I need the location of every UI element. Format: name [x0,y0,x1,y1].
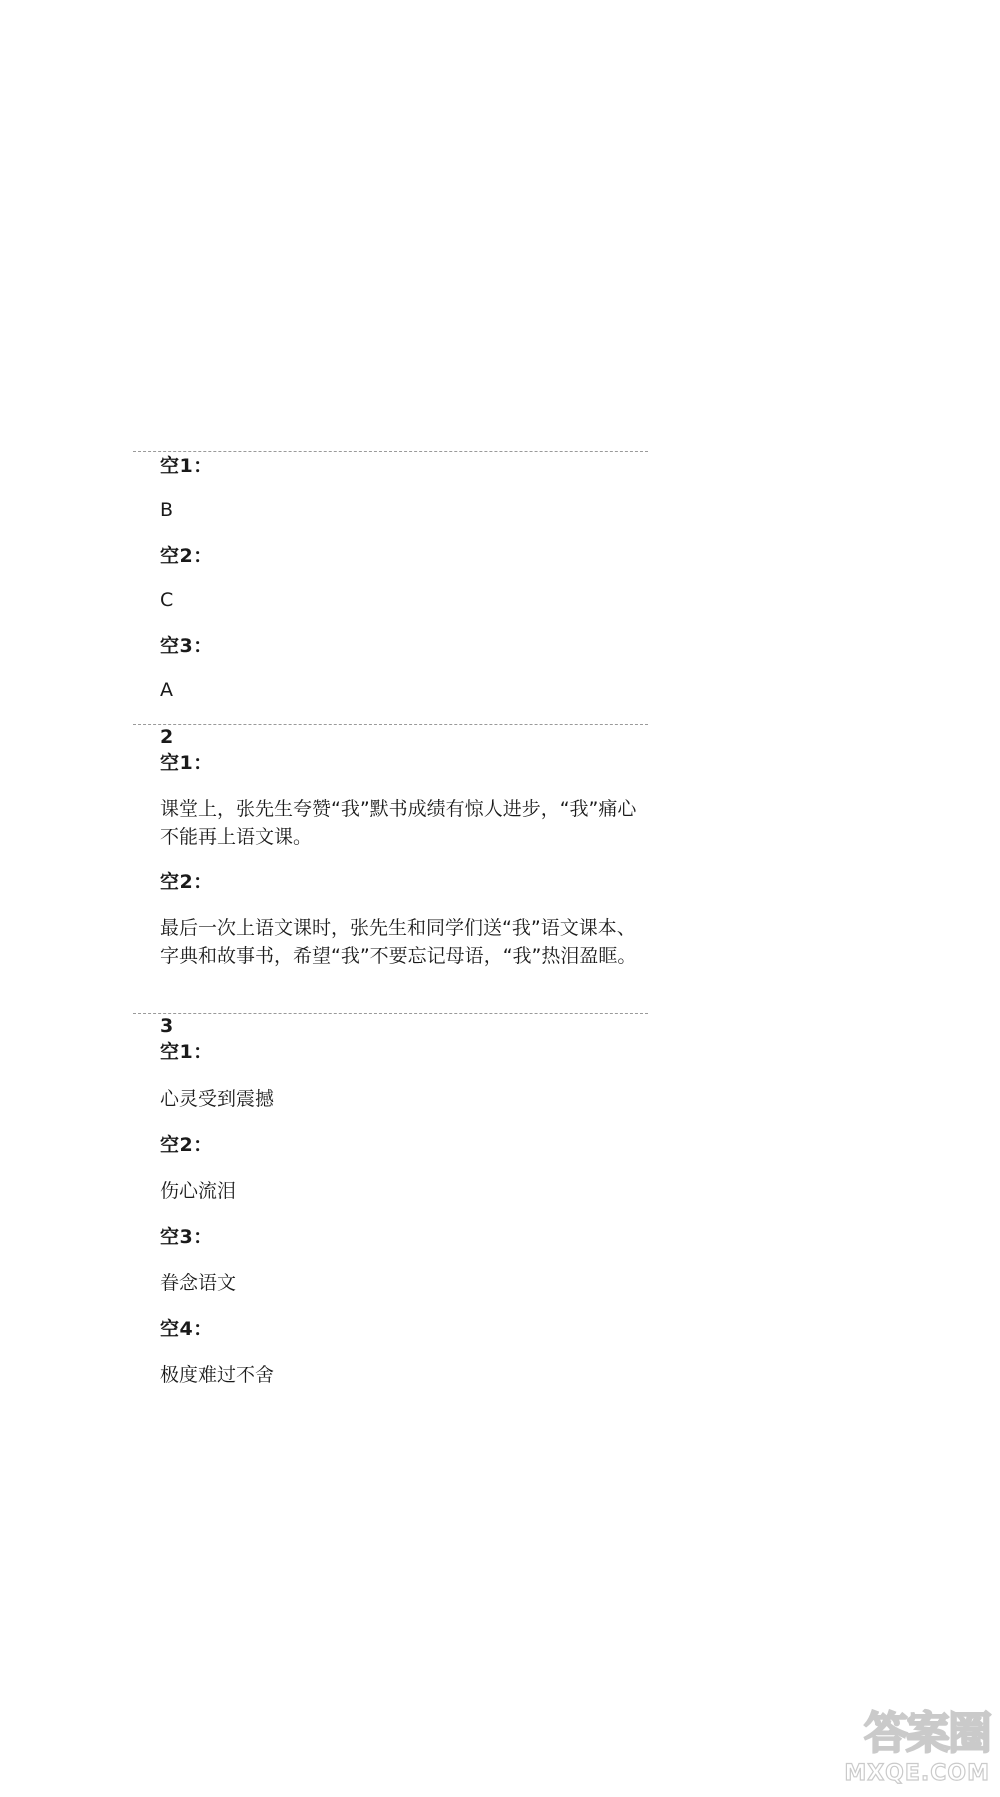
question-divider [133,451,648,452]
site-watermark [840,1709,990,1787]
blank-label: 空2： [160,545,213,567]
blank-label: 空3： [160,1226,213,1248]
watermark-logo-text: 答案圈 [864,1708,990,1759]
blank-label: 空3： [160,635,213,657]
blank-answer: 极度难过不舍 [160,1364,275,1386]
blank-answer: 课堂上，张先生夸赞“我”默书成绩有惊人进步，“我”痛心不能再上语文课。 [160,798,637,848]
blank-answer: 心灵受到震撼 [160,1088,275,1110]
question-divider [133,724,648,725]
watermark-domain-text: MXQE.COM [844,1761,990,1786]
question-number: 3 [160,1015,174,1037]
blank-answer: 眷念语文 [160,1272,237,1294]
blank-label: 空4： [160,1318,213,1340]
question-number: 2 [160,726,174,748]
blank-label: 空2： [160,1134,213,1156]
blank-answer: C [160,589,174,611]
blank-label: 空1： [160,455,213,477]
question-divider [133,1013,648,1014]
blank-label: 空2： [160,871,213,893]
blank-answer: B [160,499,174,521]
blank-label: 空1： [160,752,213,774]
blank-label: 空1： [160,1041,213,1063]
blank-answer: 伤心流泪 [160,1180,237,1202]
blank-answer: A [160,679,173,701]
blank-answer: 最后一次上语文课时，张先生和同学们送“我”语文课本、字典和故事书，希望“我”不要忘记母语，“我”热泪盈眶。 [160,917,637,967]
